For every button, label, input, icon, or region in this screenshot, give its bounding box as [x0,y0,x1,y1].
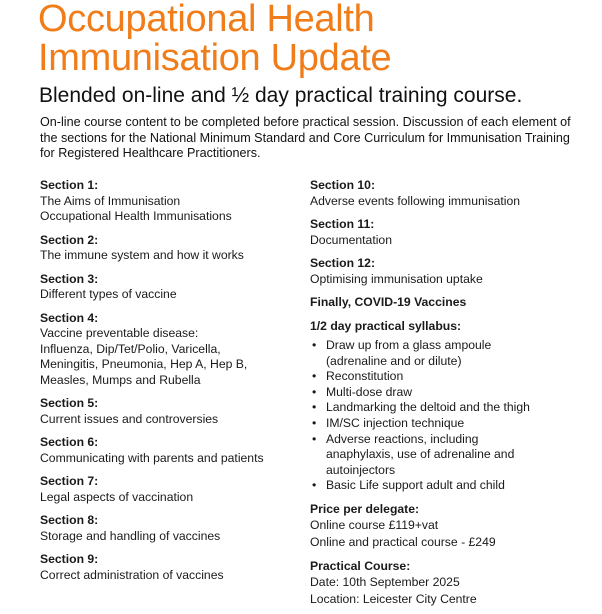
subtitle: Blended on-line and ½ day practical training course. [39,84,523,107]
list-item [310,400,596,416]
section-block [40,233,302,264]
section-block [40,552,302,583]
section-title: Section 10: [310,178,376,192]
section-block [310,178,596,209]
section-block [310,256,596,287]
list-item [310,478,596,494]
section-block [40,435,302,466]
section-block [40,311,302,389]
section-line: Different types of vaccine [40,287,177,301]
left-column [40,178,302,591]
course-date: Date: 10th September 2025 [310,575,460,590]
price-combined: Online and practical course - £249 [310,535,496,550]
section-title: Section 8: [40,513,99,527]
intro-text: On-line course content to be completed before practical session. Discussion of each element of the sections for the National Minimum Standard and Core Curriculum for Immunisation Training for Registered Healthcare Practitioners. [40,115,571,161]
section-line: Documentation [310,232,392,247]
section-line: Vaccine preventable disease: [40,326,199,340]
section-block [40,272,302,303]
course-location: Location: Leicester City Centre [310,591,477,606]
section-line: Legal aspects of vaccination [40,489,194,504]
practical-course-heading: Practical Course: [310,558,411,573]
practical-syllabus-list [310,338,596,494]
right-column [310,178,596,607]
list-item-line: Draw up from a glass ampoule [326,338,492,352]
title-line-2: Immunisation Update [38,37,392,79]
list-item [310,338,596,369]
section-title: Section 7: [40,474,99,488]
section-line: Optimising immunisation uptake [310,271,483,286]
page-title [38,0,391,78]
section-line: Storage and handling of vaccines [40,528,221,543]
list-item-line: IM/SC injection technique [326,415,465,430]
list-item [310,385,596,401]
list-item-line: autoinjectors [326,462,396,477]
list-item-line: Basic Life support adult and child [326,478,505,493]
section-line: The Aims of Immunisation [40,193,181,208]
section-title: Section 11: [310,217,375,231]
section-line: Measles, Mumps and Rubella [40,372,201,387]
price-online: Online course £119+vat [310,518,439,533]
section-line: Correct administration of vaccines [40,567,224,582]
section-block [310,217,596,248]
price-heading: Price per delegate: [310,501,420,516]
section-line: Adverse events following immunisation [310,193,520,208]
section-block [40,396,302,427]
list-item-line: Adverse reactions, including [326,431,479,446]
section-title: Section 3: [40,271,99,286]
list-item-line: anaphylaxis, use of adrenaline and [326,447,515,462]
section-block [40,513,302,544]
section-title: Section 4: [40,310,99,325]
practical-syllabus-heading: 1/2 day practical syllabus: [310,318,462,333]
title-line-1: Occupational Health [38,0,375,40]
list-item-line: Reconstitution [326,369,404,384]
section-title: Section 2: [40,232,99,247]
list-item-line: Multi-dose draw [326,384,413,399]
section-line: The immune system and how it works [40,248,244,262]
list-item-line: (adrenaline and or dilute) [326,353,462,368]
list-item [310,432,596,479]
section-line: Meningitis, Pneumonia, Hep A, Hep B, [40,357,248,371]
section-title: Section 1: [40,178,99,192]
section-block [40,178,302,225]
section-line: Occupational Health Immunisations [40,209,232,223]
section-line: Current issues and controversies [40,411,219,426]
section-title: Section 6: [40,435,99,449]
list-item-line: Landmarking the deltoid and the thigh [326,400,530,415]
section-block [40,474,302,505]
section-line: Influenza, Dip/Tet/Polio, Varicella, [40,341,221,356]
list-item [310,369,596,385]
section-title: Section 12: [310,256,376,270]
section-line: Communicating with parents and patients [40,450,264,465]
section-title: Section 9: [40,552,99,566]
list-item [310,416,596,432]
section-title: Section 5: [40,396,99,410]
covid-heading: Finally, COVID-19 Vaccines [310,295,467,309]
